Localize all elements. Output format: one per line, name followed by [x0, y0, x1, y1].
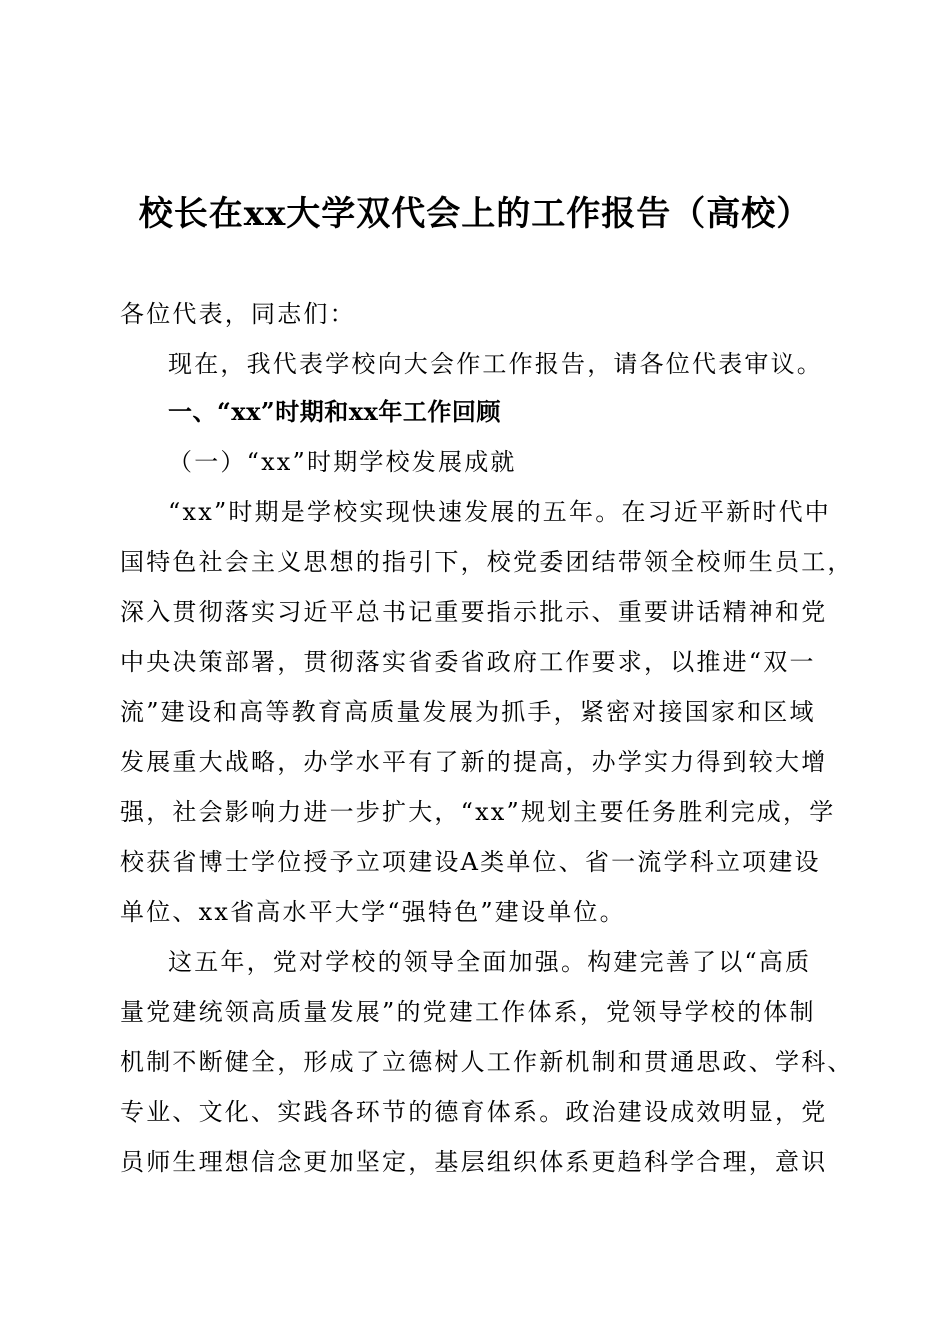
paragraph-line: 单位、xx省高水平大学“强特色”建设单位。	[120, 898, 626, 926]
greeting-line: 各位代表，同志们：	[120, 300, 356, 328]
paragraph-line: 流”建设和高等教育高质量发展为抓手，紧密对接国家和区域	[120, 698, 816, 726]
subsection-heading: （一）“xx”时期学校发展成就	[168, 448, 517, 476]
paragraph-line: 中央决策部署，贯彻落实省委省政府工作要求，以推进“双一	[120, 648, 816, 676]
intro-line: 现在，我代表学校向大会作工作报告，请各位代表审议。	[168, 350, 823, 378]
paragraph-line: “xx”时期是学校实现快速发展的五年。在习近平新时代中	[168, 498, 832, 526]
section-heading: 一、“xx”时期和xx年工作回顾	[168, 397, 501, 426]
paragraph-line: 校获省博士学位授予立项建设A类单位、省一流学科立项建设	[120, 848, 821, 876]
paragraph-line: 深入贯彻落实习近平总书记重要指示批示、重要讲话精神和党	[120, 598, 828, 626]
document-title: 校长在xx大学双代会上的工作报告（高校）	[138, 194, 812, 234]
paragraph-line: 专业、文化、实践各环节的德育体系。政治建设成效明显，党	[120, 1098, 828, 1126]
paragraph-line: 员师生理想信念更加坚定，基层组织体系更趋科学合理，意识	[120, 1148, 828, 1176]
paragraph-line: 发展重大战略，办学水平有了新的提高，办学实力得到较大增	[120, 748, 828, 776]
paragraph-line: 机制不断健全，形成了立德树人工作新机制和贯通思政、学科、	[120, 1048, 854, 1076]
paragraph-line: 这五年，党对学校的领导全面加强。构建完善了以“高质	[168, 948, 812, 976]
paragraph-line: 量党建统领高质量发展”的党建工作体系，党领导学校的体制	[120, 998, 816, 1026]
paragraph-line: 强，社会影响力进一步扩大，“xx”规划主要任务胜利完成，学	[120, 798, 836, 826]
paragraph-line: 国特色社会主义思想的指引下，校党委团结带领全校师生员工，	[120, 548, 854, 576]
